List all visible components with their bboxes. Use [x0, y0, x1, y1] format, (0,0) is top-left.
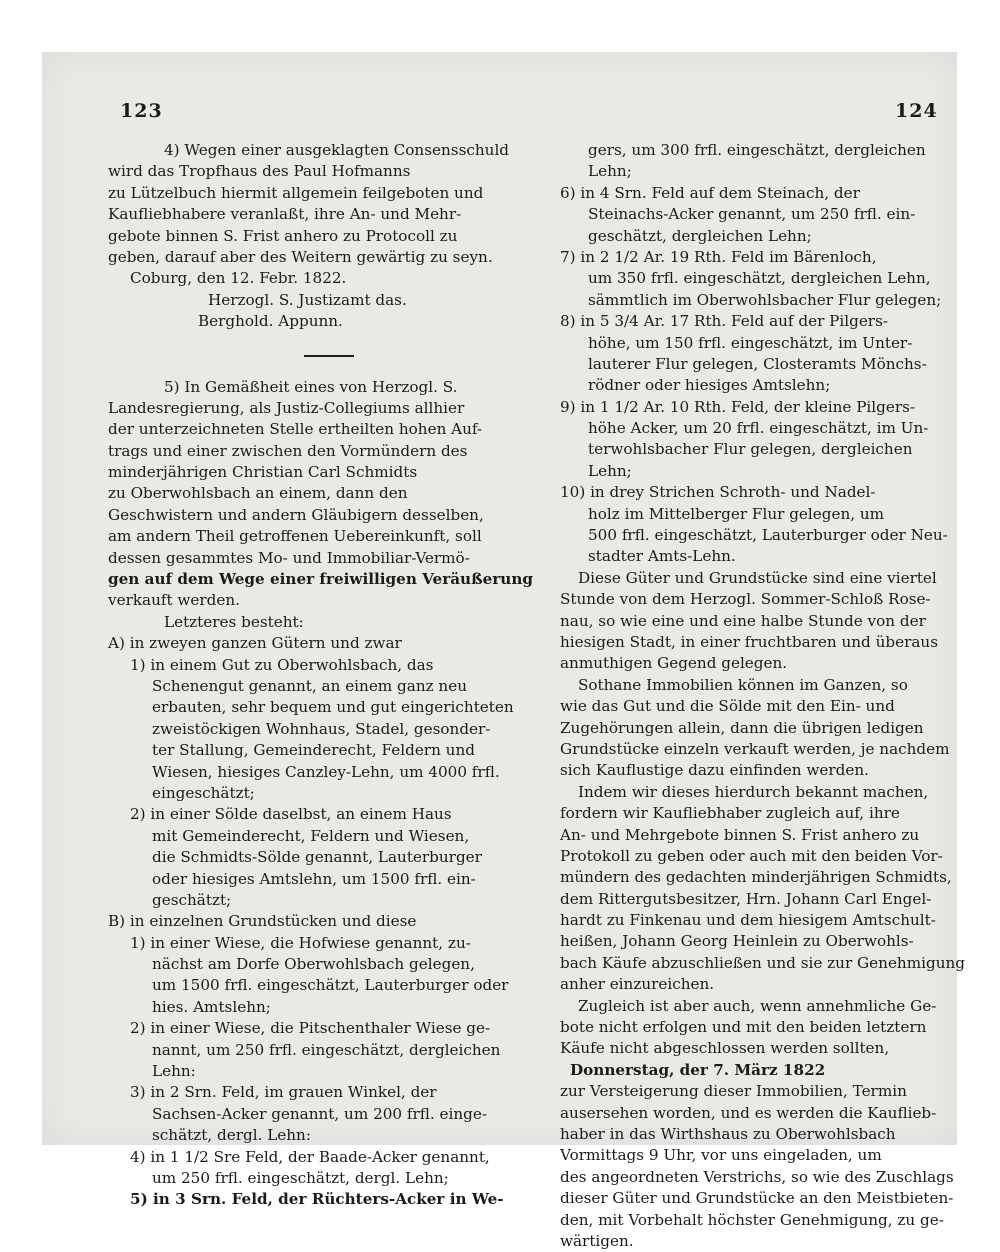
text-line: anher einzureichen. [560, 975, 715, 994]
text-line: 3) in 2 Srn. Feld, im grauen Winkel, der [130, 1083, 437, 1102]
text-line: zu Lützelbuch hiermit allgemein feilgeboten und [108, 183, 484, 202]
text-line: Coburg, den 12. Febr. 1822. [130, 269, 347, 288]
text-line: wärtigen. [560, 1231, 634, 1250]
text-line: gers, um 300 frfl. eingeschätzt, dergleichen [588, 141, 926, 159]
text-line: bach Käufe abzuschließen und sie zur Genehmigung [560, 953, 965, 972]
text-line: Schenengut genannt, an einem ganz neu [152, 676, 467, 695]
text-line: die Schmidts-Sölde genannt, Lauterburger [152, 848, 482, 867]
text-line: stadter Amts-Lehn. [588, 547, 736, 566]
text-line: Lehn; [588, 162, 632, 181]
text-line: sich Kauflustige dazu einfinden werden. [560, 761, 869, 780]
text-line: geschätzt, dergleichen Lehn; [588, 226, 812, 245]
text-line: 9) in 1 1/2 Ar. 10 Rth. Feld, der kleine Pilgers- [560, 397, 916, 416]
text-line: holz im Mittelberger Flur gelegen, um [588, 504, 885, 523]
text-line: den, mit Vorbehalt höchster Genehmigung, zu ge- [560, 1210, 944, 1229]
text-line: zweistöckigen Wohnhaus, Stadel, gesonder- [152, 719, 491, 738]
text-line: wird das Tropfhaus des Paul Hofmanns [108, 162, 411, 181]
text-line: Zugleich ist aber auch, wenn annehmliche Ge- [578, 996, 937, 1015]
text-line: Indem wir dieses hierdurch bekannt machen, [578, 782, 929, 801]
text-line: heißen, Johann Georg Heinlein zu Oberwohls- [560, 932, 914, 951]
text-line: rödner oder hiesiges Amtslehn; [588, 376, 831, 395]
text-line: gebote binnen S. Frist anhero zu Protocoll zu [108, 226, 458, 245]
text-line: B) in einzelnen Grundstücken und diese [108, 912, 417, 931]
text-line: zur Versteigerung dieser Immobilien, Termin [560, 1082, 907, 1101]
text-line: fordern wir Kaufliebhaber zugleich auf, ihre [560, 804, 900, 823]
text-line: terwohlsbacher Flur gelegen, dergleichen [588, 440, 913, 459]
text-line: hiesigen Stadt, in einer fruchtbaren und überaus [560, 632, 938, 651]
text-line: mit Gemeinderecht, Feldern und Wiesen, [152, 826, 470, 845]
text-line: dem Rittergutsbesitzer, Hrn. Johann Carl Engel- [560, 889, 932, 908]
text-line: 6) in 4 Srn. Feld auf dem Steinach, der [560, 183, 860, 202]
right-column [560, 140, 965, 1252]
text-line: Donnerstag, der 7. März 1822 [570, 1060, 826, 1079]
text-line: An- und Mehrgebote binnen S. Frist anhero zu [560, 825, 920, 844]
text-line: verkauft werden. [108, 591, 240, 610]
text-line: höhe Acker, um 20 frfl. eingeschätzt, im Un- [588, 419, 929, 438]
text-line: höhe, um 150 frfl. eingeschätzt, im Unter- [588, 333, 913, 352]
text-line: 10) in drey Strichen Schroth- und Nadel- [560, 483, 876, 502]
text-line: Grundstücke einzeln verkauft werden, je nachdem [560, 739, 950, 758]
separator-rule [108, 333, 548, 377]
text-line: trags und einer zwischen den Vormündern des [108, 441, 468, 460]
text-line: 5) In Gemäßheit eines von Herzogl. S. [164, 377, 458, 396]
text-line: Protokoll zu geben oder auch mit den beiden Vor- [560, 846, 943, 865]
text-line: Landesregierung, als Justiz-Collegiums allhier [108, 398, 465, 417]
text-line: Käufe nicht abgeschlossen werden sollten, [560, 1039, 890, 1058]
text-line: hies. Amtslehn; [152, 997, 271, 1016]
text-line: geben, darauf aber des Weitern gewärtig zu seyn. [108, 247, 493, 266]
text-line: 500 frfl. eingeschätzt, Lauterburger oder Neu- [588, 526, 948, 545]
text-line: Letzteres besteht: [164, 612, 304, 631]
text-line: Kaufliebhabere veranlaßt, ihre An- und Mehr- [108, 205, 462, 224]
rule-line [304, 355, 354, 357]
page-number-right: 124 [895, 100, 938, 122]
text-line: mündern des gedachten minderjährigen Schmidts, [560, 868, 952, 887]
text-line: dieser Güter und Grundstücke an den Meistbieten- [560, 1189, 954, 1208]
text-line: nau, so wie eine und eine halbe Stunde von der [560, 611, 926, 630]
text-line: wie das Gut und die Sölde mit den Ein- und [560, 697, 895, 716]
text-line: um 1500 frfl. eingeschätzt, Lauterburger oder [152, 976, 509, 995]
text-line: lauterer Flur gelegen, Closteramts Mönchs- [588, 354, 927, 373]
text-line: oder hiesiges Amtslehn, um 1500 frfl. ein- [152, 869, 476, 888]
text-line: des angeordneten Verstrichs, so wie des Zuschlags [560, 1167, 954, 1186]
text-line: 2) in einer Sölde daselbst, an einem Haus [130, 805, 452, 824]
text-line: ausersehen worden, und es werden die Kauflieb- [560, 1103, 937, 1122]
left-column [108, 140, 548, 1211]
text-line: um 350 frfl. eingeschätzt, dergleichen Lehn, [588, 269, 931, 288]
text-line: 2) in einer Wiese, die Pitschenthaler Wiese ge- [130, 1019, 491, 1038]
text-line: erbauten, sehr bequem und gut eingerichteten [152, 698, 514, 717]
text-line: Stunde von dem Herzogl. Sommer-Schloß Rose- [560, 590, 931, 609]
text-line: Steinachs-Acker genannt, um 250 frfl. ein- [588, 205, 916, 224]
text-line: 1) in einer Wiese, die Hofwiese genannt, zu- [130, 933, 471, 952]
text-line: eingeschätzt; [152, 783, 255, 802]
text-line: Zugehörungen allein, dann die übrigen ledigen [560, 718, 924, 737]
text-line: sämmtlich im Oberwohlsbacher Flur gelegen; [588, 290, 942, 309]
text-line: hardt zu Finkenau und dem hiesigem Amtschult- [560, 911, 936, 930]
text-line: 4) in 1 1/2 Sre Feld, der Baade-Acker genannt, [130, 1147, 490, 1166]
text-line: ter Stallung, Gemeinderecht, Feldern und [152, 741, 475, 760]
text-line: um 250 frfl. eingeschätzt, dergl. Lehn; [152, 1168, 449, 1187]
text-line: geschätzt; [152, 890, 232, 909]
text-line: Herzogl. S. Justizamt das. [208, 290, 407, 309]
text-line: gen auf dem Wege einer freiwilligen Veräußerung [108, 570, 534, 589]
text-line: schätzt, dergl. Lehn: [152, 1126, 311, 1145]
page-number-left: 123 [120, 100, 163, 122]
text-line: Lehn; [588, 461, 632, 480]
text-line: 8) in 5 3/4 Ar. 17 Rth. Feld auf der Pilgers- [560, 312, 888, 331]
text-line: 1) in einem Gut zu Oberwohlsbach, das [130, 655, 434, 674]
text-line: A) in zweyen ganzen Gütern und zwar [108, 634, 402, 653]
text-line: bote nicht erfolgen und mit den beiden letztern [560, 1018, 927, 1037]
text-line: 7) in 2 1/2 Ar. 19 Rth. Feld im Bärenloch, [560, 247, 877, 266]
text-line: Sothane Immobilien können im Ganzen, so [578, 675, 908, 694]
text-line: Sachsen-Acker genannt, um 200 frfl. einge- [152, 1104, 488, 1123]
text-line: minderjährigen Christian Carl Schmidts [108, 463, 418, 482]
text-line: Wiesen, hiesiges Canzley-Lehn, um 4000 frfl. [152, 762, 500, 781]
text-line: Diese Güter und Grundstücke sind eine viertel [578, 568, 937, 587]
text-line: zu Oberwohlsbach an einem, dann den [108, 484, 408, 503]
text-line: Lehn: [152, 1062, 196, 1081]
text-line: anmuthigen Gegend gelegen. [560, 654, 788, 673]
text-line: am andern Theil getroffenen Uebereinkunft, soll [108, 527, 482, 546]
text-line: Geschwistern und andern Gläubigern desselben, [108, 505, 484, 524]
text-line: 4) Wegen einer ausgeklagten Consensschuld [164, 141, 510, 159]
text-line: nächst am Dorfe Oberwohlsbach gelegen, [152, 955, 475, 974]
text-line: haber in das Wirthshaus zu Oberwohlsbach [560, 1124, 896, 1143]
text-line: dessen gesammtes Mo- und Immobiliar-Vermö- [108, 548, 470, 567]
text-line: nannt, um 250 frfl. eingeschätzt, dergleichen [152, 1040, 501, 1059]
text-line: Vormittags 9 Uhr, vor uns eingeladen, um [560, 1146, 882, 1165]
text-line: Berghold. Appunn. [198, 312, 343, 331]
text-line: 5) in 3 Srn. Feld, der Rüchters-Acker in We- [130, 1190, 504, 1209]
text-line: der unterzeichneten Stelle ertheilten hohen Auf- [108, 420, 483, 439]
